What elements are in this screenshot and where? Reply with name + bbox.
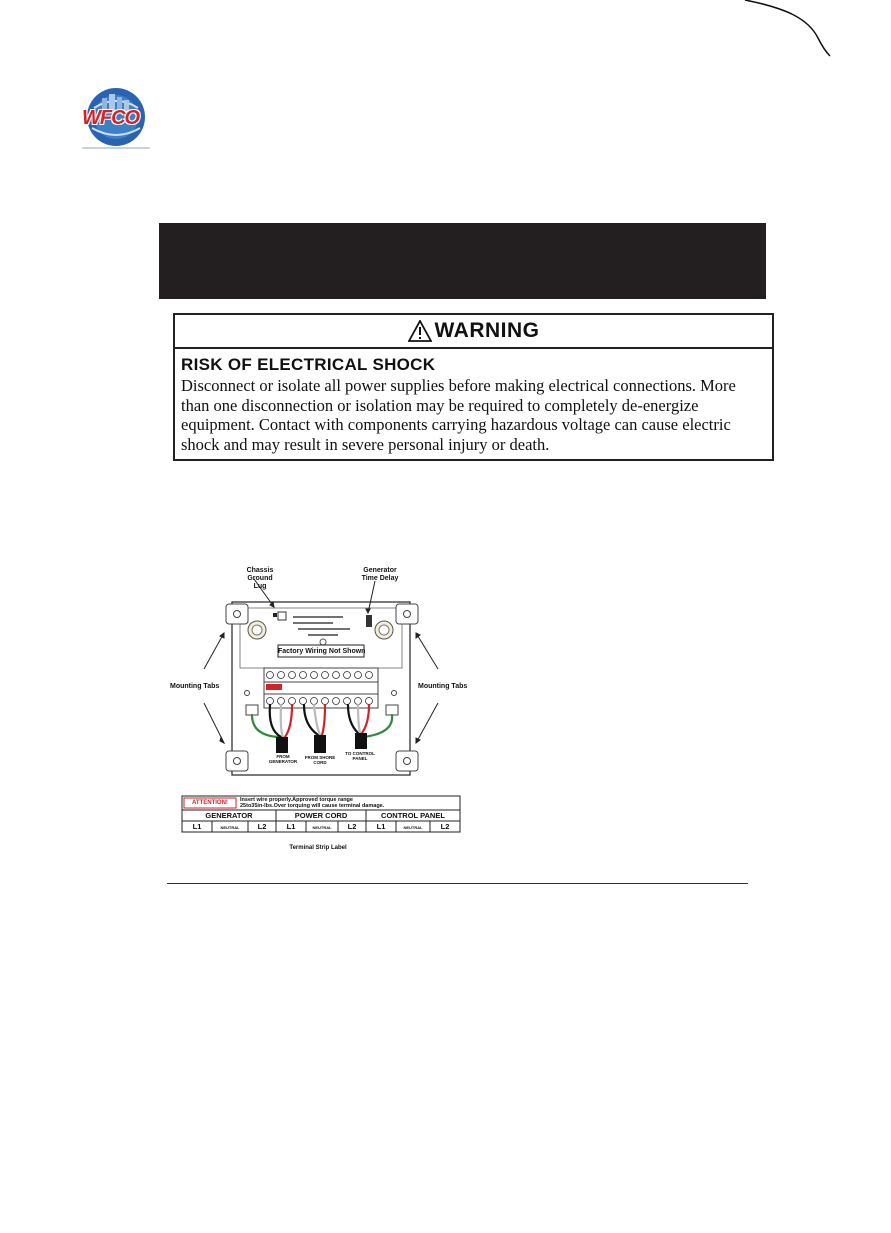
- section-divider: [167, 883, 748, 884]
- attention-label: ATTENTION!: [192, 800, 228, 806]
- from-shore-cord-label: FROM SHORE CORD: [304, 755, 336, 765]
- terminal-cord-neutral: NEUTRAL: [312, 825, 332, 830]
- section-header-band: [159, 223, 766, 299]
- factory-wiring-label: Factory Wiring Not Shown: [278, 648, 366, 655]
- warning-box: [173, 313, 774, 461]
- group-control-panel: CONTROL PANEL: [381, 811, 445, 820]
- attention-notice-line-2: 25to35in-lbs.Over torquing will cause terminal damage.: [240, 803, 385, 809]
- terminal-cord-l2: L2: [347, 822, 357, 831]
- warning-title: RISK OF ELECTRICAL SHOCK: [181, 355, 436, 374]
- page-corner-curve: [0, 0, 891, 60]
- attention-notice-line-1: Insert wire properly.Approved torque range: [240, 797, 353, 803]
- chassis-ground-label: Chassis Ground Lug: [246, 567, 274, 590]
- terminal-gen-neutral: NEUTRAL: [220, 825, 240, 830]
- warning-heading: [175, 315, 772, 349]
- mounting-tabs-right-label: Mounting Tabs: [418, 683, 468, 690]
- wiring-diagram: [168, 565, 472, 855]
- terminal-gen-l1: L1: [192, 822, 202, 831]
- generator-delay-label: Generator Time Delay: [361, 567, 399, 582]
- warning-triangle-icon: [408, 320, 432, 342]
- warning-heading-text: WARNING: [434, 319, 540, 342]
- terminal-strip-caption: Terminal Strip Label: [289, 845, 347, 851]
- terminal-panel-l2: L2: [440, 822, 450, 831]
- to-control-panel-label: TO CONTROL PANEL: [345, 751, 375, 761]
- from-generator-label: FROM GENERATOR: [268, 754, 298, 764]
- wfco-logo: [78, 86, 154, 152]
- warning-body: Disconnect or isolate all power supplies before making electrical connections. More than one disconnection or isolation may be required to completely de-energize equipment. Contact with components carrying hazardous voltage can cause electric shock and may result in severe personal injury or death.: [181, 376, 736, 454]
- logo-wordmark: WFCO: [82, 107, 140, 129]
- group-power-cord: POWER CORD: [294, 811, 348, 820]
- terminal-gen-l2: L2: [257, 822, 267, 831]
- mounting-tabs-left-label: Mounting Tabs: [170, 683, 220, 690]
- terminal-panel-neutral: NEUTRAL: [403, 825, 423, 830]
- terminal-panel-l1: L1: [376, 822, 386, 831]
- terminal-cord-l1: L1: [286, 822, 296, 831]
- group-generator: GENERATOR: [205, 811, 253, 820]
